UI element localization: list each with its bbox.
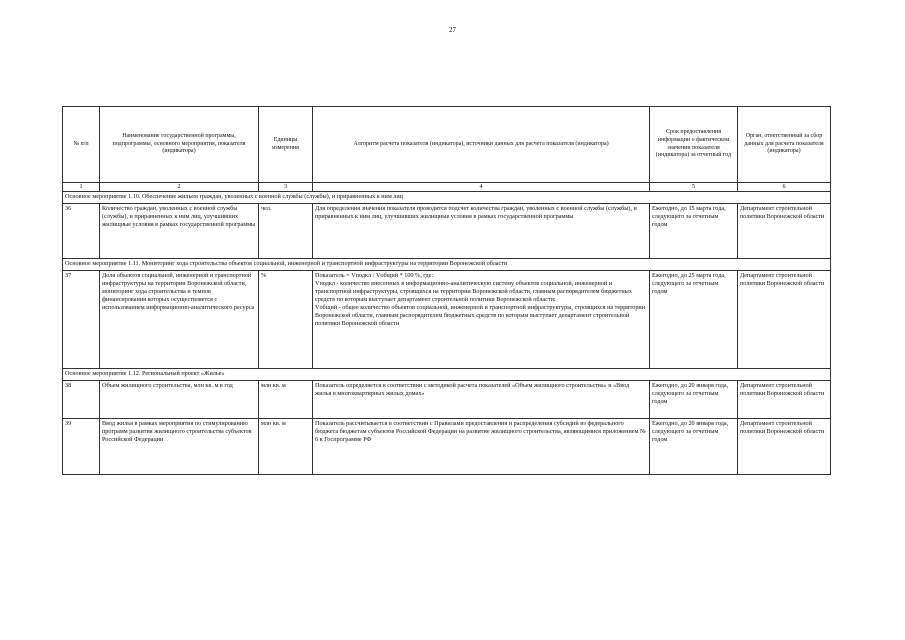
header-organ: Орган, ответственный за сбор данных для расчета показателя (индикатора) bbox=[738, 107, 831, 183]
indicator-deadline: Ежегодно, до 15 марта года, следующего за отчетным годом bbox=[650, 204, 738, 259]
indicator-name-line: Ввод жилья в рамках мероприятия по стимулированию bbox=[102, 420, 248, 428]
section-title: Основное мероприятие 1.11. Мониторинг хода строительства объектов социальной, инженерной и транспортной инфраструктуры на территории Воронежской области bbox=[63, 259, 831, 271]
indicator-organ: Департамент строительной политики Воронежской области bbox=[738, 419, 831, 475]
algorithm-formula: Показатель = Vподкл / Vобщий * 100 %, где: bbox=[315, 272, 434, 280]
header-name: Наименование государственной программы, подпрограммы, основного мероприятия, показателя (индикатора) bbox=[100, 107, 259, 183]
indicator-deadline: Ежегодно, до 20 января года, следующего за отчетным годом bbox=[650, 419, 738, 475]
indicators-table bbox=[62, 106, 831, 475]
indicator-organ: Департамент строительной политики Воронежской области bbox=[738, 204, 831, 259]
column-number: 2 bbox=[100, 183, 259, 192]
indicator-deadline: Ежегодно, до 25 марта года, следующего за отчетным годом bbox=[650, 271, 738, 369]
indicator-algorithm: Показатель определяется в соответствии с методикой расчета показателей «Объем жилищного строительства» и «Ввод жилья в многоквартирных жилых домах» bbox=[313, 381, 650, 419]
table-header-row bbox=[63, 107, 831, 183]
header-deadline: Срок предоставления информации о фактическом значении показателя (индикатора) за отчетный год bbox=[650, 107, 738, 183]
indicator-name: Объем жилищного строительства, млн кв. м в год bbox=[100, 381, 259, 419]
column-number-row bbox=[63, 183, 831, 192]
indicator-organ: Департамент строительной политики Воронежской области bbox=[738, 271, 831, 369]
indicator-unit: млн кв. м bbox=[259, 419, 313, 475]
table-row bbox=[63, 271, 831, 369]
indicator-name: Доля объектов социальной, инженерной и транспортной инфраструктуры на территории Воронежской области, мониторинг хода строительства и темпов финансирования которых осуществляется с использованием информационно-аналитического ресурса bbox=[100, 271, 259, 369]
header-unit: Единицы измерения bbox=[259, 107, 313, 183]
header-number: № п/п bbox=[63, 107, 100, 183]
indicator-algorithm: Показатель рассчитывается в соответствии с Правилами предоставления и распределения субсидий из федерального бюджета бюджетам субъектов Российской Федерации на развитие жилищного строительства, являющимися приложением № 6 к Госпрограмме РФ bbox=[313, 419, 650, 475]
row-number: 37 bbox=[63, 271, 100, 369]
indicator-name: Количество граждан, уволенных с военной службы (службы), и приравненных к ним лиц, улучшивших жилищные условия в рамках государственной программы bbox=[100, 204, 259, 259]
table-row bbox=[63, 381, 831, 419]
page-number: 27 bbox=[449, 26, 456, 34]
section-title: Основное мероприятие 1.12. Региональный проект «Жилье» bbox=[63, 369, 831, 381]
column-number: 6 bbox=[738, 183, 831, 192]
indicator-algorithm bbox=[313, 271, 650, 369]
indicator-unit: млн кв. м bbox=[259, 381, 313, 419]
section-row bbox=[63, 369, 831, 381]
indicator-name-line: Российской Федерации bbox=[102, 436, 164, 444]
row-number: 39 bbox=[63, 419, 100, 475]
indicator-name-line: программ развития жилищного строительства субъектов bbox=[102, 428, 252, 436]
column-number: 1 bbox=[63, 183, 100, 192]
section-row bbox=[63, 192, 831, 204]
table-row bbox=[63, 419, 831, 475]
indicator-unit: % bbox=[259, 271, 313, 369]
table-row bbox=[63, 204, 831, 259]
indicator-unit: чел. bbox=[259, 204, 313, 259]
column-number: 5 bbox=[650, 183, 738, 192]
column-number: 3 bbox=[259, 183, 313, 192]
algorithm-definition: Vподкл - количество внесенных в информационно-аналитическую систему объектов социальной, инженерной и транспортной инфраструктуры, строящихся на территории Воронежской области, главным распорядителем бюджетных средств по которым выступает департамент строительной политики Воронежской области; bbox=[315, 280, 632, 304]
row-number: 38 bbox=[63, 381, 100, 419]
section-title: Основное мероприятие 1.10. Обеспечение жильем граждан, уволенных с военной службы (службы), и приравненных к ним лиц bbox=[63, 192, 831, 204]
section-row bbox=[63, 259, 831, 271]
column-number: 4 bbox=[313, 183, 650, 192]
indicator-algorithm: Для определения значения показателя проводится подсчет количества граждан, уволенных с военной службы (службы), и приравненных к ним лиц, улучшивших жилищные условия в рамках государственной программы bbox=[313, 204, 650, 259]
indicator-organ: Департамент строительной политики Воронежской области bbox=[738, 381, 831, 419]
header-algorithm: Алгоритм расчета показателя (индикатора), источники данных для расчета показателя (индикатора) bbox=[313, 107, 650, 183]
indicator-deadline: Ежегодно, до 20 января года, следующего за отчетным годом bbox=[650, 381, 738, 419]
algorithm-definition: Vобщий - общее количество объектов социальной, инженерной и транспортной инфраструктуры, строящихся на территории Воронежской области, главным распорядителем бюджетных средств по которым выступает департамент строительной политики Воронежской области bbox=[315, 304, 646, 328]
indicator-name bbox=[100, 419, 259, 475]
row-number: 36 bbox=[63, 204, 100, 259]
